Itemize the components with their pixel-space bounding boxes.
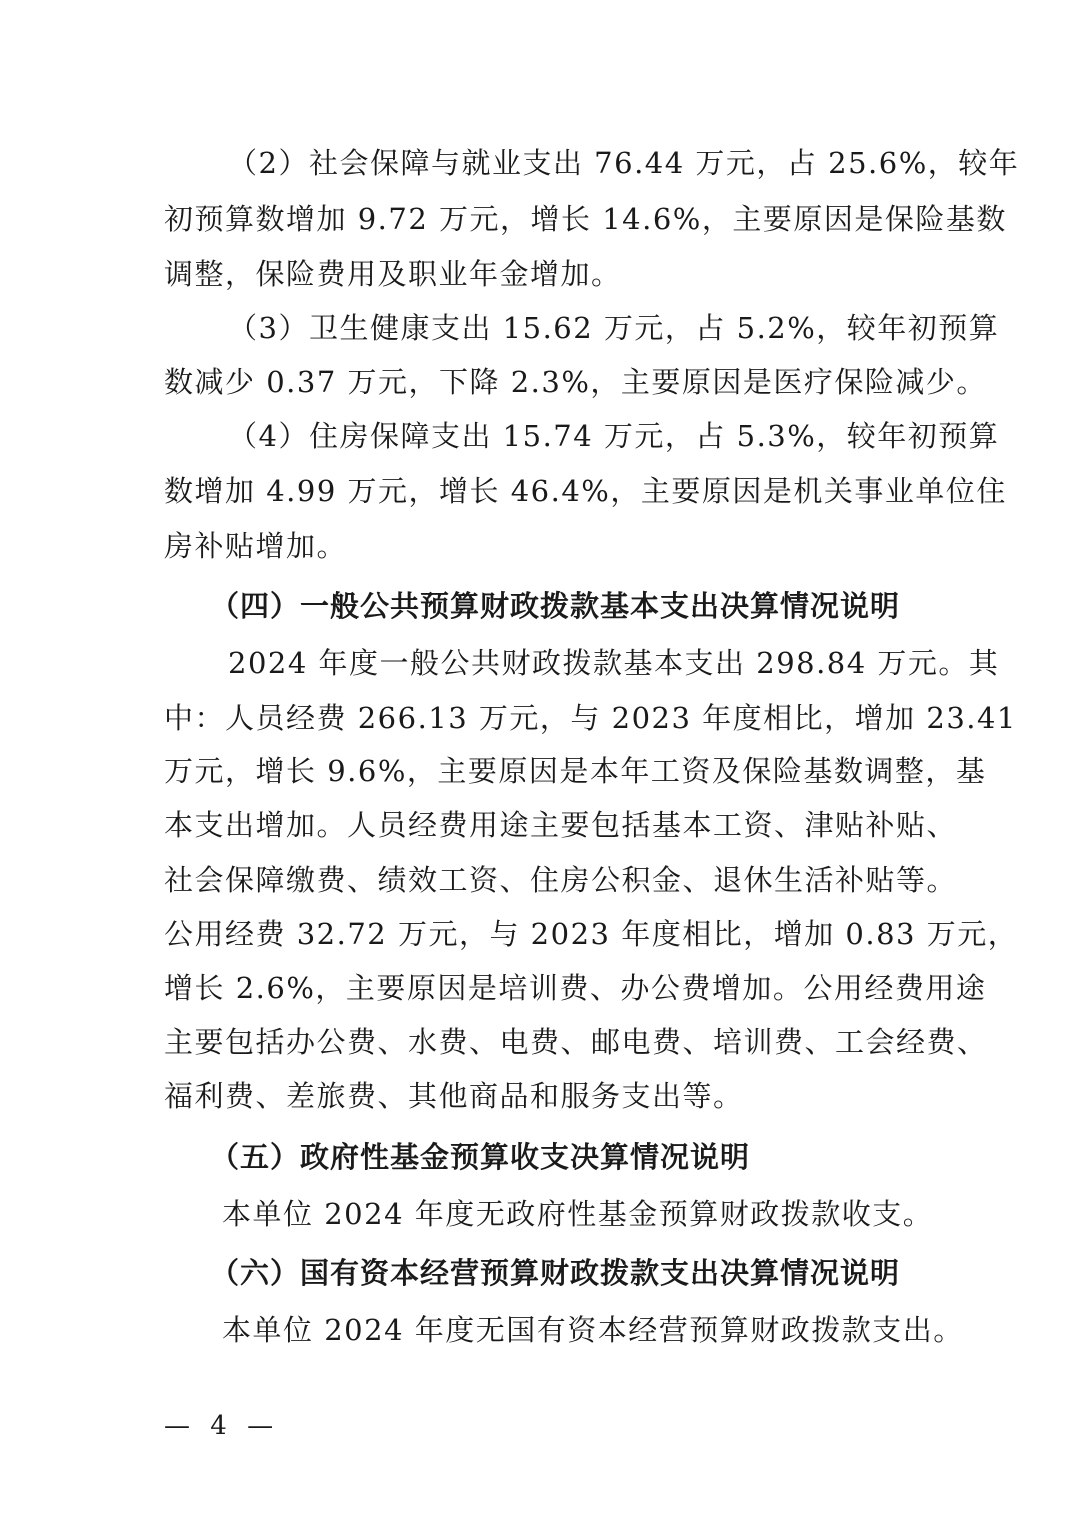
paragraph-line: 房补贴增加。 [164, 529, 348, 563]
paragraph-line: 增长 2.6%，主要原因是培训费、办公费增加。公用经费用途 [164, 971, 987, 1005]
paragraph-line: 本单位 2024 年度无政府性基金预算财政拨款收支。 [222, 1197, 934, 1231]
paragraph-line: （4）住房保障支出 15.74 万元，占 5.3%，较年初预算 [228, 419, 1000, 453]
paragraph-line: 万元，增长 9.6%，主要原因是本年工资及保险基数调整，基 [164, 754, 987, 788]
paragraph-line: 中：人员经费 266.13 万元，与 2023 年度相比，增加 23.41 [164, 701, 1017, 735]
paragraph-line: 本支出增加。人员经费用途主要包括基本工资、津贴补贴、 [164, 808, 958, 842]
section-heading: （四）一般公共预算财政拨款基本支出决算情况说明 [210, 589, 901, 623]
paragraph-line: 福利费、差旅费、其他商品和服务支出等。 [164, 1079, 744, 1113]
paragraph-line: 本单位 2024 年度无国有资本经营预算财政拨款支出。 [222, 1313, 964, 1347]
paragraph-line: （2）社会保障与就业支出 76.44 万元，占 25.6%，较年 [228, 146, 1020, 180]
paragraph-line: 数减少 0.37 万元，下降 2.3%，主要原因是医疗保险减少。 [164, 365, 987, 399]
paragraph-line: 社会保障缴费、绩效工资、住房公积金、退休生活补贴等。 [164, 863, 958, 897]
section-heading: （五）政府性基金预算收支决算情况说明 [210, 1140, 751, 1174]
paragraph-line: 初预算数增加 9.72 万元，增长 14.6%，主要原因是保险基数 [164, 202, 1007, 236]
paragraph-line: 2024 年度一般公共财政拨款基本支出 298.84 万元。其 [228, 646, 1000, 680]
paragraph-line: 主要包括办公费、水费、电费、邮电费、培训费、工会经费、 [164, 1025, 988, 1059]
page-number: — 4 — [164, 1411, 280, 1441]
section-heading: （六）国有资本经营预算财政拨款支出决算情况说明 [210, 1256, 901, 1290]
paragraph-line: 数增加 4.99 万元，增长 46.4%，主要原因是机关事业单位住 [164, 474, 1007, 508]
paragraph-line: 调整，保险费用及职业年金增加。 [164, 257, 622, 291]
paragraph-line: （3）卫生健康支出 15.62 万元，占 5.2%，较年初预算 [228, 311, 1000, 345]
paragraph-line: 公用经费 32.72 万元，与 2023 年度相比，增加 0.83 万元， [164, 917, 1019, 951]
